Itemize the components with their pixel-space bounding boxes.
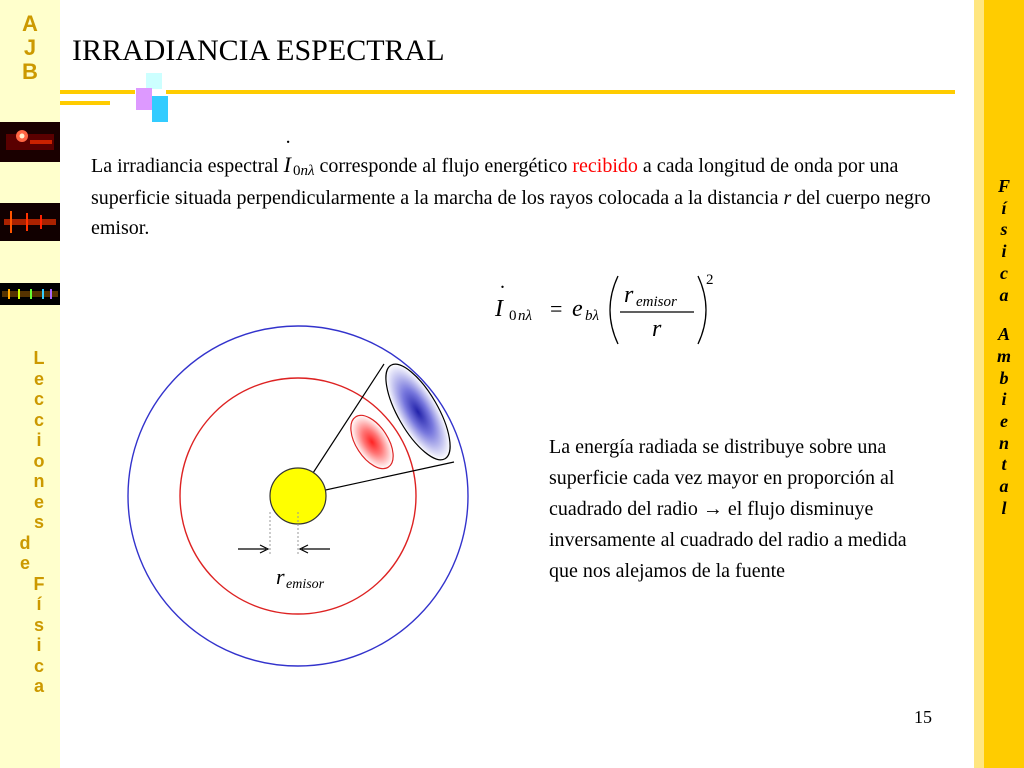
highlight-word: recibido (572, 155, 638, 177)
course-letter: m (996, 345, 1011, 366)
series-letter: s (33, 512, 44, 532)
text-run: La irradiancia espectral (91, 155, 284, 177)
course-letter: t (1001, 454, 1007, 475)
symbol-I: I (495, 296, 503, 322)
text-run: del cuerpo negro emisor. (91, 187, 931, 239)
right-sidebar-stripe (974, 0, 984, 768)
radiation-diagram (120, 320, 480, 680)
ajb-initials (0, 12, 60, 84)
left-paren (610, 276, 618, 344)
series-vertical-label (14, 348, 64, 697)
irradiance-formula (490, 270, 730, 350)
series-letter: i (36, 635, 42, 655)
right-paren (698, 276, 706, 344)
explanation-paragraph: La energía radiada se distribuye sobre una superficie cada vez mayor en proporción al cuadrado del radio → el flujo disminuye inversamente al cuadrado del radio a medida que nos alejamos de la fuente (549, 436, 907, 582)
exponent-two: 2 (706, 272, 714, 288)
course-letter: e (1000, 411, 1008, 432)
initial-letter: A (22, 11, 38, 36)
title-rule-left (60, 90, 135, 94)
series-letter: s (33, 614, 44, 635)
sub-b-lambda: bλ (585, 308, 599, 324)
title-rule-left-short (60, 101, 110, 105)
sub-zero: 0 (509, 308, 517, 324)
spectrum-lines-thumbnail (0, 203, 60, 241)
denominator-r: r (652, 316, 662, 342)
course-letter: s (1000, 219, 1008, 240)
variable-r: r (783, 187, 792, 209)
course-vertical-label (984, 176, 1024, 520)
radius-label-r: r (276, 564, 285, 589)
numerator-r: r (624, 282, 634, 308)
title-rule-right (166, 90, 955, 94)
course-letter: a (999, 476, 1009, 497)
course-letter: F (997, 176, 1010, 196)
series-letter: c (33, 409, 44, 430)
symbol-e: e (572, 296, 583, 322)
series-letter: c (33, 655, 44, 676)
irradiance-symbol (283, 126, 315, 183)
emitter-sun (270, 468, 326, 524)
dot-accent: . (285, 126, 291, 148)
series-letter: e (33, 491, 44, 512)
series-letter: o (33, 450, 45, 471)
course-letter: i (1001, 389, 1007, 410)
course-letter: a (999, 284, 1009, 305)
emission-spectrum-thumbnail (0, 283, 60, 305)
slide-title: IRRADIANCIA ESPECTRAL (72, 34, 445, 67)
red-spectrum-thumbnail (0, 122, 60, 162)
equals-sign: = (550, 296, 563, 321)
initial-letter: B (22, 59, 38, 84)
course-letter: A (997, 324, 1010, 345)
text-run: corresponde al flujo energético (314, 155, 573, 177)
course-letter: í (1001, 197, 1007, 218)
series-letter: i (36, 430, 42, 450)
initial-letter: J (23, 35, 37, 60)
course-letter: l (1001, 497, 1007, 518)
course-letter: i (1001, 241, 1007, 262)
series-letter: e (19, 553, 30, 573)
series-letter: í (36, 594, 42, 614)
course-letter: c (1000, 262, 1008, 283)
symbol-I: I (283, 152, 291, 177)
deco-square-violet (136, 88, 152, 110)
numerator-subscript: emisor (636, 294, 677, 310)
deco-square-blue (152, 96, 168, 122)
radius-label-subscript: emisor (286, 577, 325, 592)
page-number: 15 (914, 707, 932, 727)
inner-flux-patch (342, 408, 402, 476)
deco-square-cyan (146, 73, 162, 89)
course-letter: b (999, 367, 1009, 388)
dot-accent: . (500, 271, 505, 293)
series-letter: e (33, 368, 44, 389)
series-letter: n (33, 471, 45, 491)
series-letter: a (33, 676, 44, 696)
text-run: a cada longitud de onda por una superficie situada perpendicularmente a la marcha de los rayos colocada a la distancia (91, 155, 899, 209)
series-letter: d (19, 532, 31, 553)
series-letter: F (33, 573, 45, 594)
intro-paragraph (91, 126, 951, 243)
sub-zero: 0 (292, 163, 301, 179)
sub-n-lambda: nλ (518, 308, 532, 324)
series-letter: c (33, 389, 44, 409)
series-letter: L (33, 348, 45, 368)
sub-n-lambda: nλ (300, 163, 315, 179)
course-letter: n (998, 432, 1009, 453)
